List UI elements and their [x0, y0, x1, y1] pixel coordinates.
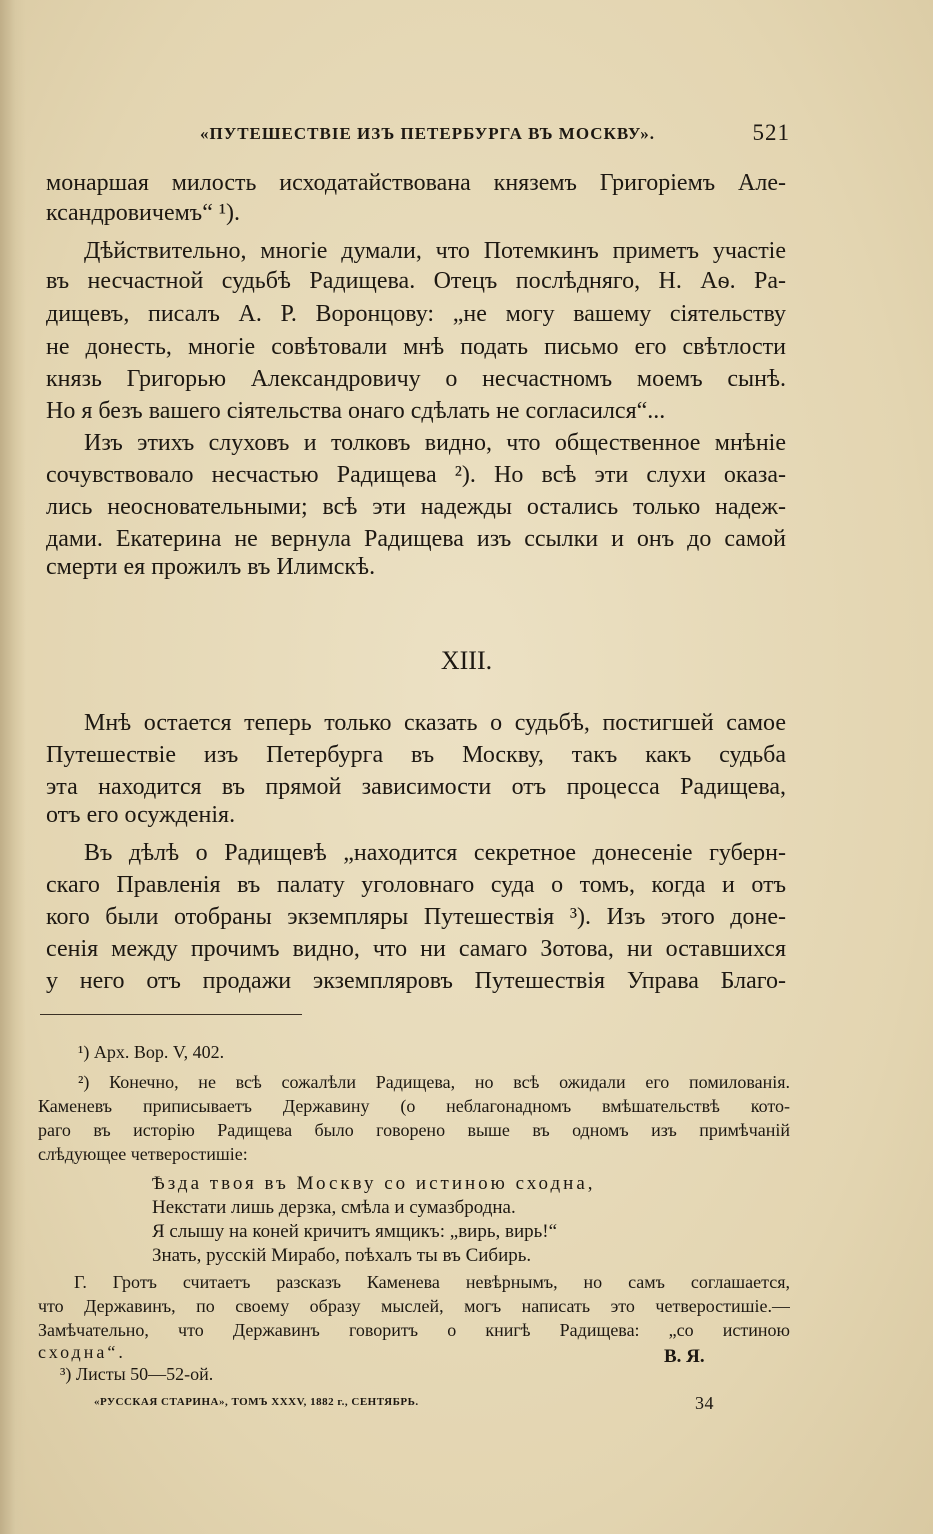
- body-line: дищевъ, писалъ А. Р. Воронцову: „не могу вашему сіятельству: [46, 301, 786, 327]
- footnote-2-continuation: Г. Гротъ считаетъ разсказъ Каменева невѣрнымъ, но самъ соглашается,: [74, 1272, 790, 1292]
- section-line: Мнѣ остается теперь только сказать о судьбѣ, постигшей самое: [84, 710, 786, 736]
- author-initials: В. Я.: [664, 1346, 705, 1367]
- section-line: эта находится въ прямой зависимости отъ процесса Радищева,: [46, 774, 786, 800]
- body-line: не донесть, многіе совѣтовали мнѣ подать письмо его свѣтлости: [46, 334, 786, 360]
- body-line: сочувствовало несчастью Радищева ²). Но всѣ эти слухи оказа-: [46, 462, 786, 488]
- body-line: монаршая милость исходатайствована княземъ Григоріемъ Але-: [46, 170, 786, 196]
- body-line: ксандровичемъ“ ¹).: [46, 200, 241, 226]
- footnote-2-continuation: Замѣчательно, что Державинъ говоритъ о книгѣ Радищева: „со истиною: [38, 1320, 790, 1340]
- section-line: Въ дѣлѣ о Радищевѣ „находится секретное донесеніе губерн-: [84, 840, 786, 866]
- section-line: Путешествіе изъ Петербурга въ Москву, такъ какъ судьба: [46, 742, 786, 768]
- body-line: дами. Екатерина не вернула Радищева изъ ссылки и онъ до самой: [46, 526, 786, 552]
- page-footer: [94, 1393, 714, 1413]
- running-title: «ПУТЕШЕСТВІЕ ИЗЪ ПЕТЕРБУРГА ВЪ МОСКВУ».: [200, 124, 656, 143]
- running-header: [200, 120, 790, 150]
- footnote-2-line: Каменевъ приписываетъ Державину (о неблагонадномъ вмѣшательствѣ кото-: [38, 1096, 790, 1116]
- footnote-2-continuation: что Державинъ, по своему образу мыслей, могъ написать это четверостишіе.—: [38, 1296, 790, 1316]
- section-heading: XIII.: [440, 646, 493, 675]
- printer-signature-mark: 34: [695, 1393, 714, 1413]
- page-gutter-shadow: [0, 0, 26, 1534]
- footnote-2-line: ²) Конечно, не всѣ сожалѣли Радищева, но всѣ ожидали его помилованія.: [78, 1072, 790, 1092]
- footnote-2-line: слѣдующее четверостишіе:: [38, 1144, 248, 1164]
- verse-line: Знать, русскій Мирабо, поѣхалъ ты въ Сибирь.: [152, 1245, 532, 1266]
- footnote-2-continuation: сходна“.: [38, 1342, 126, 1362]
- footnote-1: ¹) Арх. Вор. V, 402.: [78, 1042, 225, 1062]
- section-line: скаго Правленія въ палату уголовнаго суда о томъ, когда и отъ: [46, 872, 786, 898]
- footnote-3: ³) Листы 50—52-ой.: [60, 1364, 214, 1384]
- body-line: лись неосновательными; всѣ эти надежды остались только надеж-: [46, 494, 786, 520]
- journal-imprint: «РУССКАЯ СТАРИНА», ТОМЪ XXXV, 1882 г., СЕНТЯБРЬ.: [94, 1396, 419, 1408]
- body-line: смерти ея прожилъ въ Илимскѣ.: [46, 554, 376, 580]
- verse-line: Некстати лишь дерзка, смѣла и сумазбродна.: [152, 1197, 516, 1218]
- section-line: у него отъ продажи экземпляровъ Путешествія Управа Благо-: [46, 968, 786, 994]
- section-line: отъ его осужденія.: [46, 802, 236, 828]
- section-line: сенія между прочимъ видно, что ни самаго Зотова, ни оставшихся: [46, 936, 786, 962]
- footnote-2-line: раго въ исторію Радищева было говорено выше въ одномъ изъ примѣчаній: [38, 1120, 790, 1140]
- body-line: Дѣйствительно, многіе думали, что Потемкинъ приметъ участіе: [84, 238, 786, 264]
- body-line: Но я безъ вашего сіятельства онаго сдѣлать не согласился“...: [46, 398, 666, 424]
- section-line: кого были отобраны экземпляры Путешествія ³). Изъ этого доне-: [46, 904, 786, 930]
- verse-line: Я слышу на коней кричитъ ямщикъ: „вирь, вирь!“: [152, 1221, 558, 1242]
- page-number: 521: [752, 120, 790, 145]
- body-line: князь Григорью Александровичу о несчастномъ моемъ сынѣ.: [46, 366, 786, 392]
- verse-line: Ѣзда твоя въ Москву со истиною сходна,: [152, 1173, 596, 1194]
- body-line: въ несчастной судьбѣ Радищева. Отецъ послѣдняго, Н. Аѳ. Ра-: [46, 268, 786, 294]
- footnote-divider: [40, 1014, 302, 1015]
- body-line: Изъ этихъ слуховъ и толковъ видно, что общественное мнѣніе: [84, 430, 786, 456]
